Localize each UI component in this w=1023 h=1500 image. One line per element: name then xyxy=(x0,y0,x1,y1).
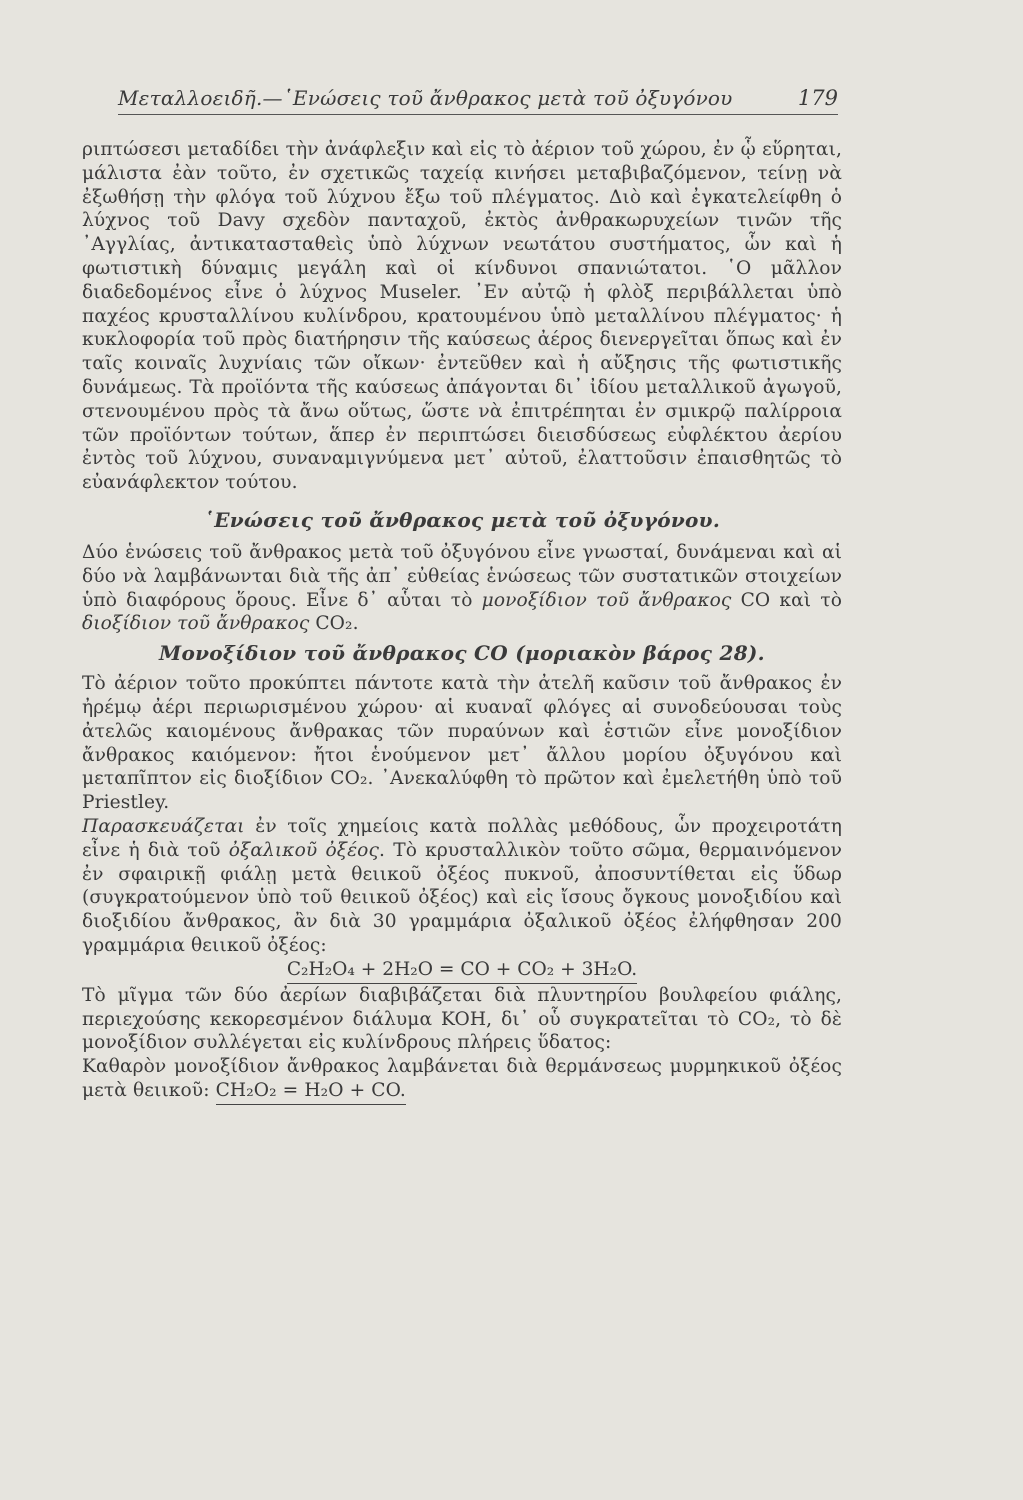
formula-formic-decomposition: CH₂O₂ = H₂O + CO. xyxy=(216,1079,406,1105)
term-oxalic-acid: ὀξαλικοῦ ὀξέος xyxy=(228,839,379,861)
preparation-lead: Παρασκευάζεται xyxy=(82,815,245,837)
preparation-text-2: . Τὸ κρυσταλλικὸν τοῦτο σῶμα, θερμαινόμενον ἐν σφαιρικῇ φιάλῃ μετὰ θειικοῦ ὀξέος πυκνοῦ, ἀποσυντίθεται εἰς ὕδωρ (συγκρατούμενον ὑπὸ τοῦ θειικοῦ ὀξέος) καὶ εἰς ἴσους ὄγκους μονοξιδίου καὶ διοξιδίου ἄνθρακος, ἂν διὰ 30 γραμμάρια ὀξαλικοῦ ὀξέος ἐλήφθησαν 200 γραμμάρια θειικοῦ ὀξέος: xyxy=(82,839,843,956)
paragraph-two-compounds-mid: CO καὶ τὸ xyxy=(731,589,843,611)
paragraph-formic-acid xyxy=(82,1055,842,1105)
page-body xyxy=(82,138,842,1105)
term-dioxide: διοξίδιον τοῦ ἄνθρακος xyxy=(82,613,310,635)
formula-line xyxy=(82,958,842,984)
paragraph-two-compounds xyxy=(82,541,842,636)
running-title: Μεταλλοειδῆ.—῾Ενώσεις τοῦ ἄνθρακος μετὰ τοῦ ὀξυγόνου xyxy=(118,86,733,110)
term-monoxide: μονοξίδιον τοῦ ἄνθρακος xyxy=(481,589,732,611)
preparation-text-1: ἐν τοῖς χημείοις κατὰ πολλὰς μεθόδους, ὧν προχειροτάτη εἶνε ἡ διὰ τοῦ xyxy=(82,815,842,861)
paragraph-monoxide-origin: Τὸ ἀέριον τοῦτο προκύπτει πάντοτε κατὰ τὴν ἀτελῆ καῦσιν τοῦ ἄνθρακος ἐν ἠρέμῳ ἀέρι περιωρισμένου χώρου· αἱ κυαναῖ φλόγες αἱ συνοδεύουσαι τοὺς ἀτελῶς καιομένους ἄνθρακας τῶν πυραύνων καὶ ἑστιῶν εἶνε μονοξίδιον ἄνθρακος καιόμενον: ἤτοι ἑνούμενον μετ᾿ ἄλλου μορίου ὀξυγόνου καὶ μεταπῖπτον εἰς διοξίδιον CO₂. ᾿Ανεκαλύφθη τὸ πρῶτον καὶ ἐμελετήθη ὑπὸ τοῦ Priestley. xyxy=(82,673,842,814)
paragraph-two-compounds-text: Δύο ἑνώσεις τοῦ ἄνθρακος μετὰ τοῦ ὀξυγόνου εἶνε γνωσταί, δυνάμεναι καὶ αἱ δύο νὰ λαμβάνωνται διὰ τῆς ἀπ᾿ εὐθείας ἑνώσεως τῶν συστατικῶν στοιχείων ὑπὸ διαφόρους ὅρους. Εἶνε δ᾿ αὗται τὸ xyxy=(82,541,842,611)
page-number: 179 xyxy=(797,86,838,110)
paragraph-two-compounds-end: CO₂. xyxy=(309,613,359,635)
formic-acid-text: Καθαρὸν μονοξίδιον ἄνθρακος λαμβάνεται διὰ θερμάνσεως μυρμηκικοῦ ὀξέος μετὰ θειικοῦ: xyxy=(82,1056,842,1101)
section-heading-carbon-monoxide: Μονοξίδιον τοῦ ἄνθρακος CO (μοριακὸν βάρος 28). xyxy=(159,641,765,666)
formula-oxalic-decomposition: C₂H₂O₄ + 2H₂O = CO + CO₂ + 3H₂O. xyxy=(287,958,637,984)
paragraph-gas-washing: Τὸ μῖγμα τῶν δύο ἀερίων διαβιβάζεται διὰ πλυντηρίου βουλφείου φιάλης, περιεχούσης κεκορεσμένον διάλυμα KOH, δι᾿ οὗ συγκρατεῖται τὸ CO₂, τὸ δὲ μονοξίδιον συλλέγεται εἰς κυλίνδρους πλήρεις ὕδατος: xyxy=(82,984,842,1054)
paragraph-preparation xyxy=(82,815,842,958)
page-header xyxy=(118,86,838,115)
section-heading-carbon-oxygen: ῾Ενώσεις τοῦ ἄνθρακος μετὰ τοῦ ὀξυγόνου. xyxy=(203,507,721,532)
paragraph-safety-lamp: ριπτώσεσι μεταδίδει τὴν ἀνάφλεξιν καὶ εἰς τὸ ἀέριον τοῦ χώρου, ἐν ᾧ εὕρηται, μάλιστα ἐὰν τοῦτο, ἐν σχετικῶς ταχείᾳ κινήσει μεταβιβαζόμενον, τείνῃ νὰ ἐξωθήσῃ τὴν φλόγα τοῦ λύχνου ἔξω τοῦ πλέγματος. Διὸ καὶ ἐγκατελείφθη ὁ λύχνος τοῦ Davy σχεδὸν πανταχοῦ, ἐκτὸς ἀνθρακωρυχείων τινῶν τῆς ᾿Αγγλίας, ἀντικατασταθεὶς ὑπὸ λύχνων νεωτάτου συστήματος, ὧν καὶ ἡ φωτιστικὴ δύναμις μεγάλη καὶ οἱ κίνδυνοι σπανιώτατοι. ῾Ο μᾶλλον διαδεδομένος εἶνε ὁ λύχνος Museler. ᾿Εν αὐτῷ ἡ φλὸξ περιβάλλεται ὑπὸ παχέος κρυσταλλίνου κυλίνδρου, κρατουμένου ὑπὸ μεταλλίνου πλέγματος· ἡ κυκλοφορία τοῦ πρὸς διατήρησιν τῆς καύσεως ἀέρος διενεργεῖται ὅπως καὶ ἐν ταῖς κοιναῖς λυχνίαις τῶν οἴκων· ἐντεῦθεν καὶ ἡ αὔξησις τῆς φωτιστικῆς δυνάμεως. Τὰ προϊόντα τῆς καύσεως ἀπάγονται δι᾿ ἰδίου μεταλλικοῦ ἀγωγοῦ, στενουμένου πρὸς τὰ ἄνω οὕτως, ὥστε νὰ ἐπιτρέπηται ἐν σμικρῷ παλίρροια τῶν προϊόντων τούτων, ἅπερ ἐν περιπτώσει διεισδύσεως εὐφλέκτου ἀερίου ἐντὸς τοῦ λύχνου, συναναμιγνύμενα μετ᾿ αὐτοῦ, ἐλαττοῦσιν ἐπαισθητῶς τὸ εὐανάφλεκτον τούτου. xyxy=(82,139,842,494)
